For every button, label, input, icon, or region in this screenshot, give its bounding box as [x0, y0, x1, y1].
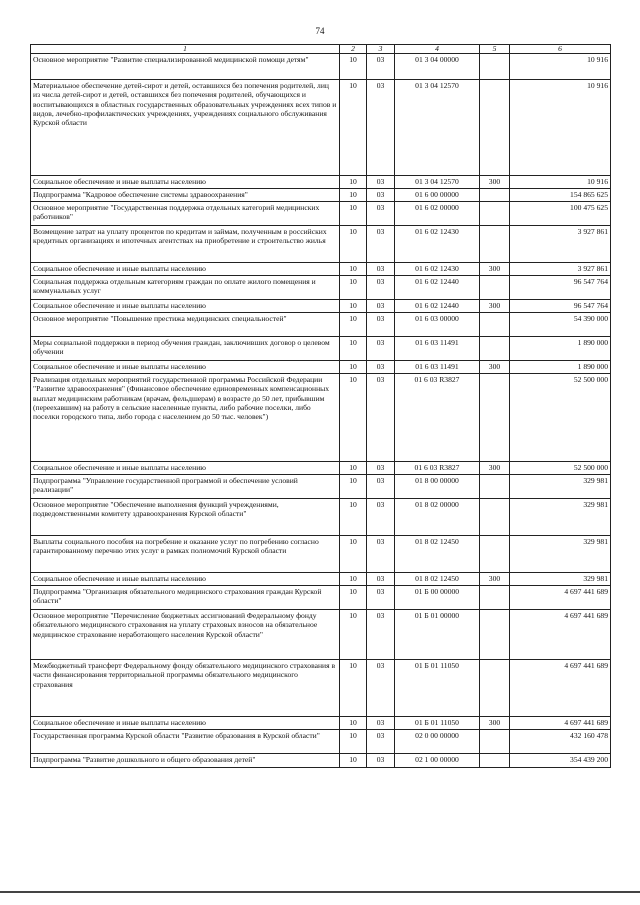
- amount-cell: 1 890 000: [510, 337, 611, 361]
- section-code-cell: 10: [340, 374, 367, 462]
- amount-cell: 52 500 000: [510, 462, 611, 475]
- subsection-code-cell: 03: [367, 717, 395, 730]
- expense-type-cell: [480, 374, 510, 462]
- subsection-code-cell: 03: [367, 730, 395, 754]
- expense-type-cell: 300: [480, 717, 510, 730]
- row-name-cell: Возмещение затрат на уплату процентов по кредитам и займам, полученным в российских кредитных организациях и ипотечных агентствах на приобретение и строительство жилья: [31, 226, 340, 263]
- target-article-cell: 01 8 00 00000: [395, 475, 480, 499]
- expense-type-cell: 300: [480, 573, 510, 586]
- section-code-cell: 10: [340, 226, 367, 263]
- subsection-code-cell: 03: [367, 176, 395, 189]
- expense-type-cell: [480, 475, 510, 499]
- expense-type-cell: 300: [480, 462, 510, 475]
- target-article-cell: 01 Б 01 00000: [395, 610, 480, 660]
- row-name-cell: Основное мероприятие "Повышение престижа медицинских специальностей": [31, 313, 340, 337]
- section-code-cell: 10: [340, 202, 367, 226]
- row-name-cell: Социальное обеспечение и иные выплаты населению: [31, 717, 340, 730]
- column-number-row: [31, 45, 611, 54]
- table-row: [31, 361, 611, 374]
- subsection-code-cell: 03: [367, 263, 395, 276]
- section-code-cell: 10: [340, 754, 367, 768]
- table-row: [31, 462, 611, 475]
- table-row: [31, 276, 611, 300]
- column-header: 5: [480, 45, 510, 54]
- table-row: [31, 202, 611, 226]
- amount-cell: 354 439 200: [510, 754, 611, 768]
- subsection-code-cell: 03: [367, 189, 395, 202]
- target-article-cell: 01 Б 00 00000: [395, 586, 480, 610]
- row-name-cell: Основное мероприятие "Развитие специализированной медицинской помощи детям": [31, 54, 340, 80]
- row-name-cell: Подпрограмма "Организация обязательного медицинского страхования граждан Курской области": [31, 586, 340, 610]
- row-name-cell: Выплаты социального пособия на погребение и оказание услуг по погребению согласно гарантированному перечню этих услуг в рамках полномочий Курской области: [31, 536, 340, 573]
- subsection-code-cell: 03: [367, 536, 395, 573]
- subsection-code-cell: 03: [367, 313, 395, 337]
- amount-cell: 10 916: [510, 176, 611, 189]
- column-header: 6: [510, 45, 611, 54]
- target-article-cell: 01 8 02 12450: [395, 536, 480, 573]
- row-name-cell: Реализация отдельных мероприятий государственной программы Российской Федерации "Развитие здравоохранения" (Финансовое обеспечение единовременных компенсационных выплат медицинским работникам (врачам, фельдшерам) в возрасте до 50 лет, прибывшим (переехавшим) на работу в сельские населенные пункты, либо рабочие поселки, либо поселки городского типа, либо города с населением до 50 тыс. человек"): [31, 374, 340, 462]
- subsection-code-cell: 03: [367, 610, 395, 660]
- target-article-cell: 01 3 04 12570: [395, 80, 480, 176]
- section-code-cell: 10: [340, 80, 367, 176]
- section-code-cell: 10: [340, 276, 367, 300]
- amount-cell: 329 981: [510, 499, 611, 536]
- table-row: [31, 263, 611, 276]
- table-row: [31, 189, 611, 202]
- column-header: 2: [340, 45, 367, 54]
- expense-type-cell: 300: [480, 300, 510, 313]
- target-article-cell: 01 6 02 12430: [395, 263, 480, 276]
- table-row: [31, 499, 611, 536]
- section-code-cell: 10: [340, 189, 367, 202]
- expense-type-cell: [480, 610, 510, 660]
- amount-cell: 329 981: [510, 573, 611, 586]
- table-row: [31, 313, 611, 337]
- row-name-cell: Подпрограмма "Развитие дошкольного и общего образования детей": [31, 754, 340, 768]
- target-article-cell: 01 6 00 00000: [395, 189, 480, 202]
- subsection-code-cell: 03: [367, 226, 395, 263]
- row-name-cell: Подпрограмма "Управление государственной программой и обеспечение условий реализации": [31, 475, 340, 499]
- table-row: [31, 54, 611, 80]
- section-code-cell: 10: [340, 337, 367, 361]
- target-article-cell: 01 6 03 11491: [395, 361, 480, 374]
- section-code-cell: 10: [340, 610, 367, 660]
- row-name-cell: Подпрограмма "Кадровое обеспечение системы здравоохранения": [31, 189, 340, 202]
- target-article-cell: 01 6 02 12440: [395, 300, 480, 313]
- row-name-cell: Основное мероприятие "Государственная поддержка отдельных категорий медицинских работников": [31, 202, 340, 226]
- expense-type-cell: [480, 313, 510, 337]
- amount-cell: 4 697 441 689: [510, 717, 611, 730]
- target-article-cell: 01 Б 01 11050: [395, 660, 480, 717]
- table-row: [31, 226, 611, 263]
- amount-cell: 52 500 000: [510, 374, 611, 462]
- table-row: [31, 536, 611, 573]
- section-code-cell: 10: [340, 361, 367, 374]
- expense-type-cell: 300: [480, 361, 510, 374]
- table-row: [31, 300, 611, 313]
- row-name-cell: Социальное обеспечение и иные выплаты населению: [31, 263, 340, 276]
- target-article-cell: 01 6 03 R3827: [395, 374, 480, 462]
- section-code-cell: 10: [340, 730, 367, 754]
- amount-cell: 100 475 625: [510, 202, 611, 226]
- subsection-code-cell: 03: [367, 499, 395, 536]
- amount-cell: 10 916: [510, 80, 611, 176]
- amount-cell: 154 865 625: [510, 189, 611, 202]
- target-article-cell: 02 1 00 00000: [395, 754, 480, 768]
- column-header: 1: [31, 45, 340, 54]
- row-name-cell: Межбюджетный трансферт Федеральному фонду обязательного медицинского страхования в части финансирования территориальной программы обязательного медицинского страхования: [31, 660, 340, 717]
- section-code-cell: 10: [340, 313, 367, 337]
- target-article-cell: 01 6 03 R3827: [395, 462, 480, 475]
- table-row: [31, 374, 611, 462]
- row-name-cell: Основное мероприятие "Обеспечение выполнения функций учреждениями, подведомственными комитету здравоохранения Курской области": [31, 499, 340, 536]
- expense-type-cell: [480, 730, 510, 754]
- amount-cell: 4 697 441 689: [510, 660, 611, 717]
- expense-type-cell: [480, 80, 510, 176]
- amount-cell: 329 981: [510, 536, 611, 573]
- expense-type-cell: [480, 586, 510, 610]
- row-name-cell: Государственная программа Курской области "Развитие образования в Курской области": [31, 730, 340, 754]
- target-article-cell: 01 6 03 00000: [395, 313, 480, 337]
- column-header: 4: [395, 45, 480, 54]
- budget-table: [30, 44, 611, 768]
- subsection-code-cell: 03: [367, 54, 395, 80]
- table-row: [31, 717, 611, 730]
- amount-cell: 3 927 861: [510, 263, 611, 276]
- table-row: [31, 754, 611, 768]
- section-code-cell: 10: [340, 499, 367, 536]
- expense-type-cell: 300: [480, 263, 510, 276]
- target-article-cell: 01 6 02 12430: [395, 226, 480, 263]
- expense-type-cell: [480, 536, 510, 573]
- row-name-cell: Меры социальной поддержки в период обучения граждан, заключивших договор о целевом обучении: [31, 337, 340, 361]
- expense-type-cell: [480, 754, 510, 768]
- expense-type-cell: [480, 276, 510, 300]
- expense-type-cell: [480, 54, 510, 80]
- page-number: 74: [315, 26, 325, 36]
- subsection-code-cell: 03: [367, 80, 395, 176]
- row-name-cell: Социальное обеспечение и иные выплаты населению: [31, 300, 340, 313]
- target-article-cell: 01 8 02 12450: [395, 573, 480, 586]
- amount-cell: 432 160 478: [510, 730, 611, 754]
- subsection-code-cell: 03: [367, 586, 395, 610]
- subsection-code-cell: 03: [367, 276, 395, 300]
- row-name-cell: Социальное обеспечение и иные выплаты населению: [31, 462, 340, 475]
- table-row: [31, 730, 611, 754]
- subsection-code-cell: 03: [367, 300, 395, 313]
- expense-type-cell: [480, 189, 510, 202]
- table-row: [31, 573, 611, 586]
- target-article-cell: 01 6 02 12440: [395, 276, 480, 300]
- column-header: 3: [367, 45, 395, 54]
- subsection-code-cell: 03: [367, 337, 395, 361]
- section-code-cell: 10: [340, 54, 367, 80]
- subsection-code-cell: 03: [367, 462, 395, 475]
- subsection-code-cell: 03: [367, 374, 395, 462]
- amount-cell: 3 927 861: [510, 226, 611, 263]
- section-code-cell: 10: [340, 176, 367, 189]
- target-article-cell: 01 3 04 12570: [395, 176, 480, 189]
- row-name-cell: Социальное обеспечение и иные выплаты населению: [31, 176, 340, 189]
- expense-type-cell: 300: [480, 176, 510, 189]
- table-row: [31, 610, 611, 660]
- amount-cell: 96 547 764: [510, 276, 611, 300]
- section-code-cell: 10: [340, 300, 367, 313]
- amount-cell: 1 890 000: [510, 361, 611, 374]
- amount-cell: 329 981: [510, 475, 611, 499]
- page-bottom-rule: [0, 891, 640, 893]
- table-row: [31, 337, 611, 361]
- expense-type-cell: [480, 499, 510, 536]
- table-row: [31, 660, 611, 717]
- expense-type-cell: [480, 660, 510, 717]
- target-article-cell: 01 3 04 00000: [395, 54, 480, 80]
- amount-cell: 4 697 441 689: [510, 610, 611, 660]
- expense-type-cell: [480, 202, 510, 226]
- amount-cell: 96 547 764: [510, 300, 611, 313]
- amount-cell: 4 697 441 689: [510, 586, 611, 610]
- section-code-cell: 10: [340, 586, 367, 610]
- subsection-code-cell: 03: [367, 475, 395, 499]
- table-row: [31, 176, 611, 189]
- expense-type-cell: [480, 226, 510, 263]
- section-code-cell: 10: [340, 573, 367, 586]
- section-code-cell: 10: [340, 536, 367, 573]
- row-name-cell: Основное мероприятие "Перечисление бюджетных ассигнований Федеральному фонду обязательного медицинского страхования на уплату страховых взносов на обязательное медицинское страхование неработающего населения Курской области": [31, 610, 340, 660]
- target-article-cell: 01 Б 01 11050: [395, 717, 480, 730]
- table-row: [31, 475, 611, 499]
- section-code-cell: 10: [340, 717, 367, 730]
- section-code-cell: 10: [340, 263, 367, 276]
- subsection-code-cell: 03: [367, 202, 395, 226]
- subsection-code-cell: 03: [367, 754, 395, 768]
- target-article-cell: 01 6 03 11491: [395, 337, 480, 361]
- target-article-cell: 01 6 02 00000: [395, 202, 480, 226]
- amount-cell: 54 390 000: [510, 313, 611, 337]
- row-name-cell: Социальное обеспечение и иные выплаты населению: [31, 573, 340, 586]
- row-name-cell: Материальное обеспечение детей-сирот и детей, оставшихся без попечения родителей, лиц из числа детей-сирот и детей, оставшихся без попечения родителей, обучающихся и воспитывающихся в областных государственных образовательных учреждениях всех типов и видов, лечебно-профилактических учреждениях, учреждениях социального обслуживания Курской области: [31, 80, 340, 176]
- row-name-cell: Социальное обеспечение и иные выплаты населению: [31, 361, 340, 374]
- section-code-cell: 10: [340, 475, 367, 499]
- amount-cell: 10 916: [510, 54, 611, 80]
- row-name-cell: Социальная поддержка отдельным категориям граждан по оплате жилого помещения и коммунальных услуг: [31, 276, 340, 300]
- subsection-code-cell: 03: [367, 361, 395, 374]
- target-article-cell: 01 8 02 00000: [395, 499, 480, 536]
- target-article-cell: 02 0 00 00000: [395, 730, 480, 754]
- subsection-code-cell: 03: [367, 660, 395, 717]
- table-row: [31, 80, 611, 176]
- table-row: [31, 586, 611, 610]
- subsection-code-cell: 03: [367, 573, 395, 586]
- expense-type-cell: [480, 337, 510, 361]
- section-code-cell: 10: [340, 660, 367, 717]
- section-code-cell: 10: [340, 462, 367, 475]
